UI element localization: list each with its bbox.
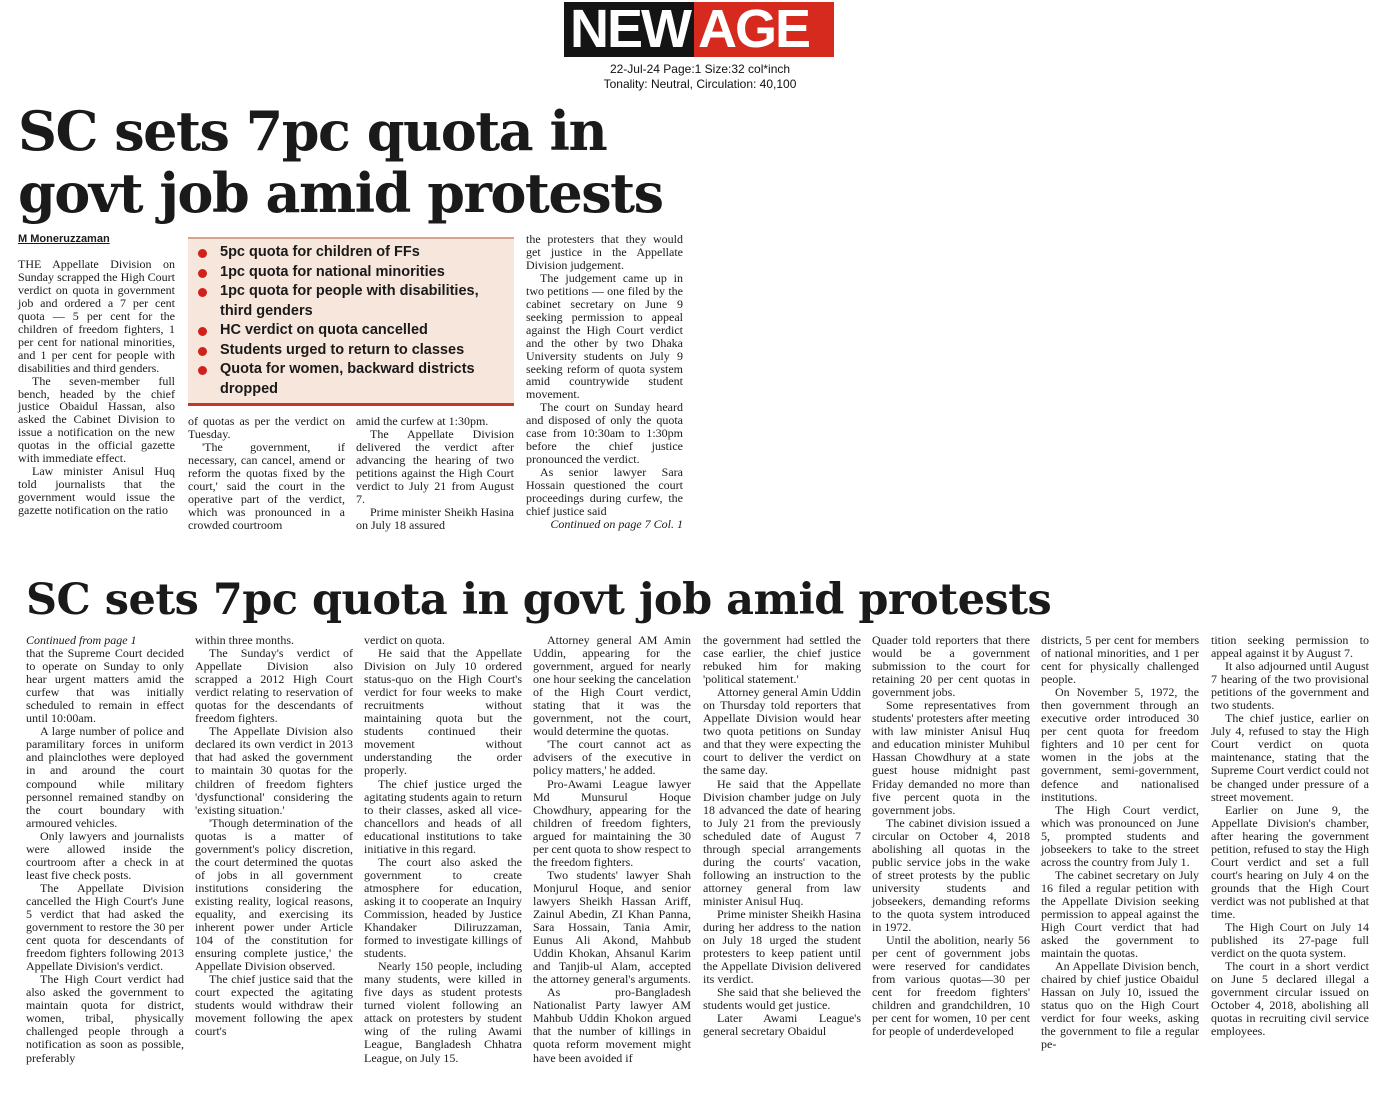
paragraph: verdict on quota. — [364, 633, 445, 647]
paragraph: The chief justice, earlier on July 4, refused to stay the High Court verdict on quota maintenance, stating that the Supreme Court verdict could not be changed under pressure of a street movement. — [1211, 711, 1369, 804]
article-column-4 — [526, 233, 683, 531]
paragraph: within three months. — [195, 633, 294, 647]
paragraph: Attorney general AM Amin Uddin, appearing for the government, argued for nearly one hour seeking the cancelation of the High Court verdict, stating that it was the government, not the court, would determine the quotas. — [533, 633, 691, 739]
paragraph: It also adjourned until August 7 hearing of the two provisional petitions of the government and two students. — [1211, 659, 1369, 713]
continuation-column-3 — [364, 634, 522, 1065]
paragraph: The chief justice said that the court expected the agitating students would withdraw their movement following the apex court's — [195, 972, 353, 1039]
paragraph: Later Awami League's general secretary Obaidul — [703, 1011, 861, 1039]
paragraph: The High Court verdict had also asked the government to maintain quota for district, women, tribal, physically challenged people through a notification as soon as possible, preferably — [26, 972, 184, 1065]
paragraph: 'The court cannot act as advisers of the executive in policy matters,' he added. — [533, 737, 691, 778]
paragraph: The court also asked the government to create atmosphere for education, asking it to cooperate an Inquiry Commission, headed by Justice Khandaker Diliruzzaman, formed to investigate killings of students. — [364, 854, 522, 961]
highlight-item: Quota for women, backward districts dropped — [196, 360, 506, 399]
tonality-circulation: Tonality: Neutral, Circulation: 40,100 — [603, 77, 797, 91]
paragraph: The cabinet secretary on July 16 filed a regular petition with the Appellate Division seeking permission to appeal against the High Court verdict that had asked the government to maintain the quotas. — [1041, 867, 1199, 961]
paragraph: Attorney general Amin Uddin on Thursday told reporters that Appellate Division would hear two quota petitions on Sunday and that they were expecting the court to deliver the verdict on the same day. — [703, 685, 861, 778]
paragraph: He said that the Appellate Division on July 10 ordered status-quo on the High Court's verdict for four weeks to make recruitments without maintaining quota but the students continued their movement without understanding the order properly. — [364, 646, 522, 778]
paragraph: He said that the Appellate Division chamber judge on July 18 advanced the date of hearing to July 21 from the previously scheduled date of August 7 through special arrangements during the courts' vacation, following an instruction to the attorney general from law minister Anisul Huq. — [703, 776, 861, 908]
paragraph: Nearly 150 people, including many students, were killed in five days as student protests turned violent following an attack on protesters by student wing of the ruling Awami League, Bangladesh Chhatra League, on July 15. — [364, 959, 522, 1065]
article-column-3 — [356, 415, 514, 532]
paragraph: the government had settled the case earlier, the chief justice rebuked him for making 'political statement.' — [703, 633, 861, 687]
masthead-new: NEW — [564, 2, 694, 57]
paragraph: The cabinet division issued a circular on October 4, 2018 abolishing all quotas in the public service jobs in the wake of street protests by the public university students and jobseekers, demanding reforms to the quota system introduced in 1972. — [872, 815, 1030, 935]
paragraph: Prime minister Sheikh Hasina on July 18 assured — [356, 504, 514, 532]
bullet-icon — [198, 288, 207, 297]
paragraph: The Appellate Division delivered the verdict after advancing the hearing of two petitions against the High Court verdict to July 21 from August 7. — [356, 426, 514, 506]
paragraph: Pro-Awami League lawyer Md Munsurul Hoque Chowdhury, appearing for the children of freedom fighters, argued for maintaining the 30 per cent quota to show respect to the freedom fighters. — [533, 776, 691, 869]
bullet-icon — [198, 366, 207, 375]
bullet-icon — [198, 347, 207, 356]
masthead-age: AGE — [694, 2, 834, 57]
continued-from-note: Continued from page 1 — [26, 633, 137, 647]
paragraph: The Appellate Division cancelled the High Court's June 5 verdict that had asked the government to restore the 30 per cent quota for descendants of freedom fighters following 2013 Appellate Division's verdict. — [26, 880, 184, 974]
paragraph: The court in a short verdict on June 5 declared illegal a government circular issued on October 4, 2018, abolishing all quotas in recruiting civil service employees. — [1211, 959, 1369, 1039]
paragraph: As pro-Bangladesh Nationalist Party lawyer AM Mahbub Uddin Khokon argued that the number of killings in quota reform movement might have been avoided if — [533, 985, 691, 1065]
clipping-info: 22-Jul-24 Page:1 Size:32 col*inch — [609, 62, 791, 76]
paragraph: A large number of police and paramilitary forces in uniform and plainclothes were deployed in and around the court compound while military personnel remained standby on the court boundary with armoured vehicles. — [26, 724, 184, 830]
paragraph: The judgement came up in two petitions — one filed by the cabinet secretary on June 9 seeking permission to appeal against the High Court verdict and the other by two Dhaka University students on July 9 seeking reform of quota system amid countrywide student movement. — [526, 270, 683, 402]
paragraph: THE Appellate Division on Sunday scrapped the High Court verdict on quota in government job and ordered a 7 per cent quota — 5 per cent for the children of freedom fighters, 1 per cent for national minorities, and 1 per cent for people with disabilities and third genders. — [18, 257, 175, 375]
paragraph: The Appellate Division also declared its own verdict in 2013 that had asked the government to maintain 30 quotas for the children of freedom fighters 'dysfunctional' considering the 'existing situation.' — [195, 724, 353, 817]
paragraph: 'Though determination of the quotas is a matter of government's policy discretion, the court determined the quotas of jobs in all government institutions considering the existing reality, logical reasons, equality, and exercising its inherent power under Article 104 of the constitution for ensuring complete justice,' the Appellate Division observed. — [195, 815, 353, 974]
paragraph: that the Supreme Court decided to operate on Sunday to only hear urgent matters amid the curfew that was initially scheduled to remain in effect until 10:00am. — [26, 646, 184, 726]
highlight-item: 1pc quota for national minorities — [196, 263, 506, 283]
paragraph: An Appellate Division bench, chaired by chief justice Obaidul Hassan on July 10, issued the status quo on the High Court verdict for four weeks, asking the government to file a regular pe- — [1041, 959, 1199, 1052]
paragraph: The High Court verdict, which was pronounced on June 5, prompted students and jobseekers to take to the street across the country from July 1. — [1041, 802, 1199, 869]
paragraph: Two students' lawyer Shah Monjurul Hoque, and senior lawyers Sheikh Hassan Ariff, Zainul Abedin, ZI Khan Panna, Sara Hossain, Tania Amir, Eunus Ali Akond, Mahbub Uddin Khokan, Ahsanul Karim and Tanjib-ul Alam, accepted the attorney general's arguments. — [533, 867, 691, 987]
continuation-column-4 — [533, 634, 691, 1065]
newspaper-masthead-logo — [564, 2, 834, 57]
highlight-item: HC verdict on quota cancelled — [196, 321, 506, 341]
article-headline: SC sets 7pc quota in govt job amid protests — [18, 99, 663, 225]
paragraph: Earlier on June 9, the Appellate Division's chamber, after hearing the government petition, refused to stay the High Court verdict and set a full court's hearing on July 4 on the grounds that the High Court verdict was not published at that time. — [1211, 802, 1369, 921]
byline: M Moneruzzaman — [18, 233, 110, 245]
paragraph: On November 5, 1972, the then government through an executive order introduced 30 per cent quota for freedom fighters and 10 per cent for women in the jobs at the government, semi-government, defence and nationalised institutions. — [1041, 685, 1199, 804]
paragraph: The seven-member full bench, headed by the chief justice Obaidul Hassan, also asked the Cabinet Division to issue a notification on the new quotas in the official gazette with immediate effect. — [18, 373, 175, 466]
paragraph: Only lawyers and journalists were allowed inside the courtroom after a check in at least five check posts. — [26, 828, 184, 882]
continuation-column-8 — [1211, 634, 1369, 1038]
highlight-item: 5pc quota for children of FFs — [196, 243, 506, 263]
paragraph: Some representatives from students' protesters after meeting with law minister Anisul Huq and education minister Muhibul Hassan Chowdhury at a state guest house midnight past Friday demanded no more than five percent quota in the government jobs. — [872, 698, 1030, 817]
highlight-item: Students urged to return to classes — [196, 341, 506, 361]
bullet-icon — [198, 269, 207, 278]
highlights-box — [188, 237, 514, 406]
continuation-column-1 — [26, 634, 184, 1065]
paragraph: Quader told reporters that there would be a government submission to the court for retaining 20 per cent quotas in government jobs. — [872, 633, 1030, 700]
paragraph: She said that she believed the students would get justice. — [703, 985, 861, 1013]
paragraph: tition seeking permission to appeal against it by August 7. — [1211, 633, 1369, 661]
paragraph: The chief justice urged the agitating students again to return to their classes, asked all vice-chancellors and heads of all educational institutions to take initiative in this regard. — [364, 776, 522, 856]
paragraph: districts, 5 per cent for members of national minorities, and 1 per cent for physically challenged people. — [1041, 633, 1199, 687]
continued-note: Continued on page 7 Col. 1 — [550, 516, 683, 531]
continuation-column-5 — [703, 634, 861, 1038]
paragraph: The High Court on July 14 published its 27-page full verdict on the quota system. — [1211, 920, 1369, 961]
paragraph: Law minister Anisul Huq told journalists that the government would issue the gazette notification on the ratio — [18, 464, 175, 518]
paragraph: The court on Sunday heard and disposed of only the quota case from 10:30am to 1:30pm before the chief justice pronounced the verdict. — [526, 400, 683, 467]
bullet-icon — [198, 327, 207, 336]
bullet-icon — [198, 249, 207, 258]
paragraph: amid the curfew at 1:30pm. — [356, 414, 489, 428]
paragraph: Prime minister Sheikh Hasina during her address to the nation on July 18 urged the student protesters to keep patient until the Appellate Division delivered its verdict. — [703, 906, 861, 987]
highlight-item: 1pc quota for people with disabilities, third genders — [196, 282, 506, 321]
article-column-1 — [18, 258, 175, 517]
continuation-column-6 — [872, 634, 1030, 1038]
paragraph: 'The government, if necessary, can cancel, amend or reform the quotas fixed by the court,' said the court in the operative part of the verdict, which was pronounced in a crowded courtroom — [188, 439, 345, 532]
article-column-2 — [188, 415, 345, 532]
paragraph: of quotas as per the verdict on Tuesday. — [188, 414, 345, 441]
continuation-column-7 — [1041, 634, 1199, 1052]
continuation-headline: SC sets 7pc quota in govt job amid protests — [26, 575, 1052, 625]
continuation-column-2 — [195, 634, 353, 1038]
paragraph: the protesters that they would get justice in the Appellate Division judgement. — [526, 232, 683, 272]
paragraph: As senior lawyer Sara Hossain questioned the court proceedings during curfew, the chief justice said — [526, 465, 683, 519]
paragraph: The Sunday's verdict of Appellate Division also scrapped a 2012 High Court verdict relating to reservation of quotas for the descendants of freedom fighters. — [195, 646, 353, 726]
paragraph: Until the abolition, nearly 56 per cent of government jobs were reserved for candidates from various quotas—30 per cent for freedom fighters' children and grandchildren, 10 per cent for women, 10 per cent for people of underdeveloped — [872, 933, 1030, 1039]
